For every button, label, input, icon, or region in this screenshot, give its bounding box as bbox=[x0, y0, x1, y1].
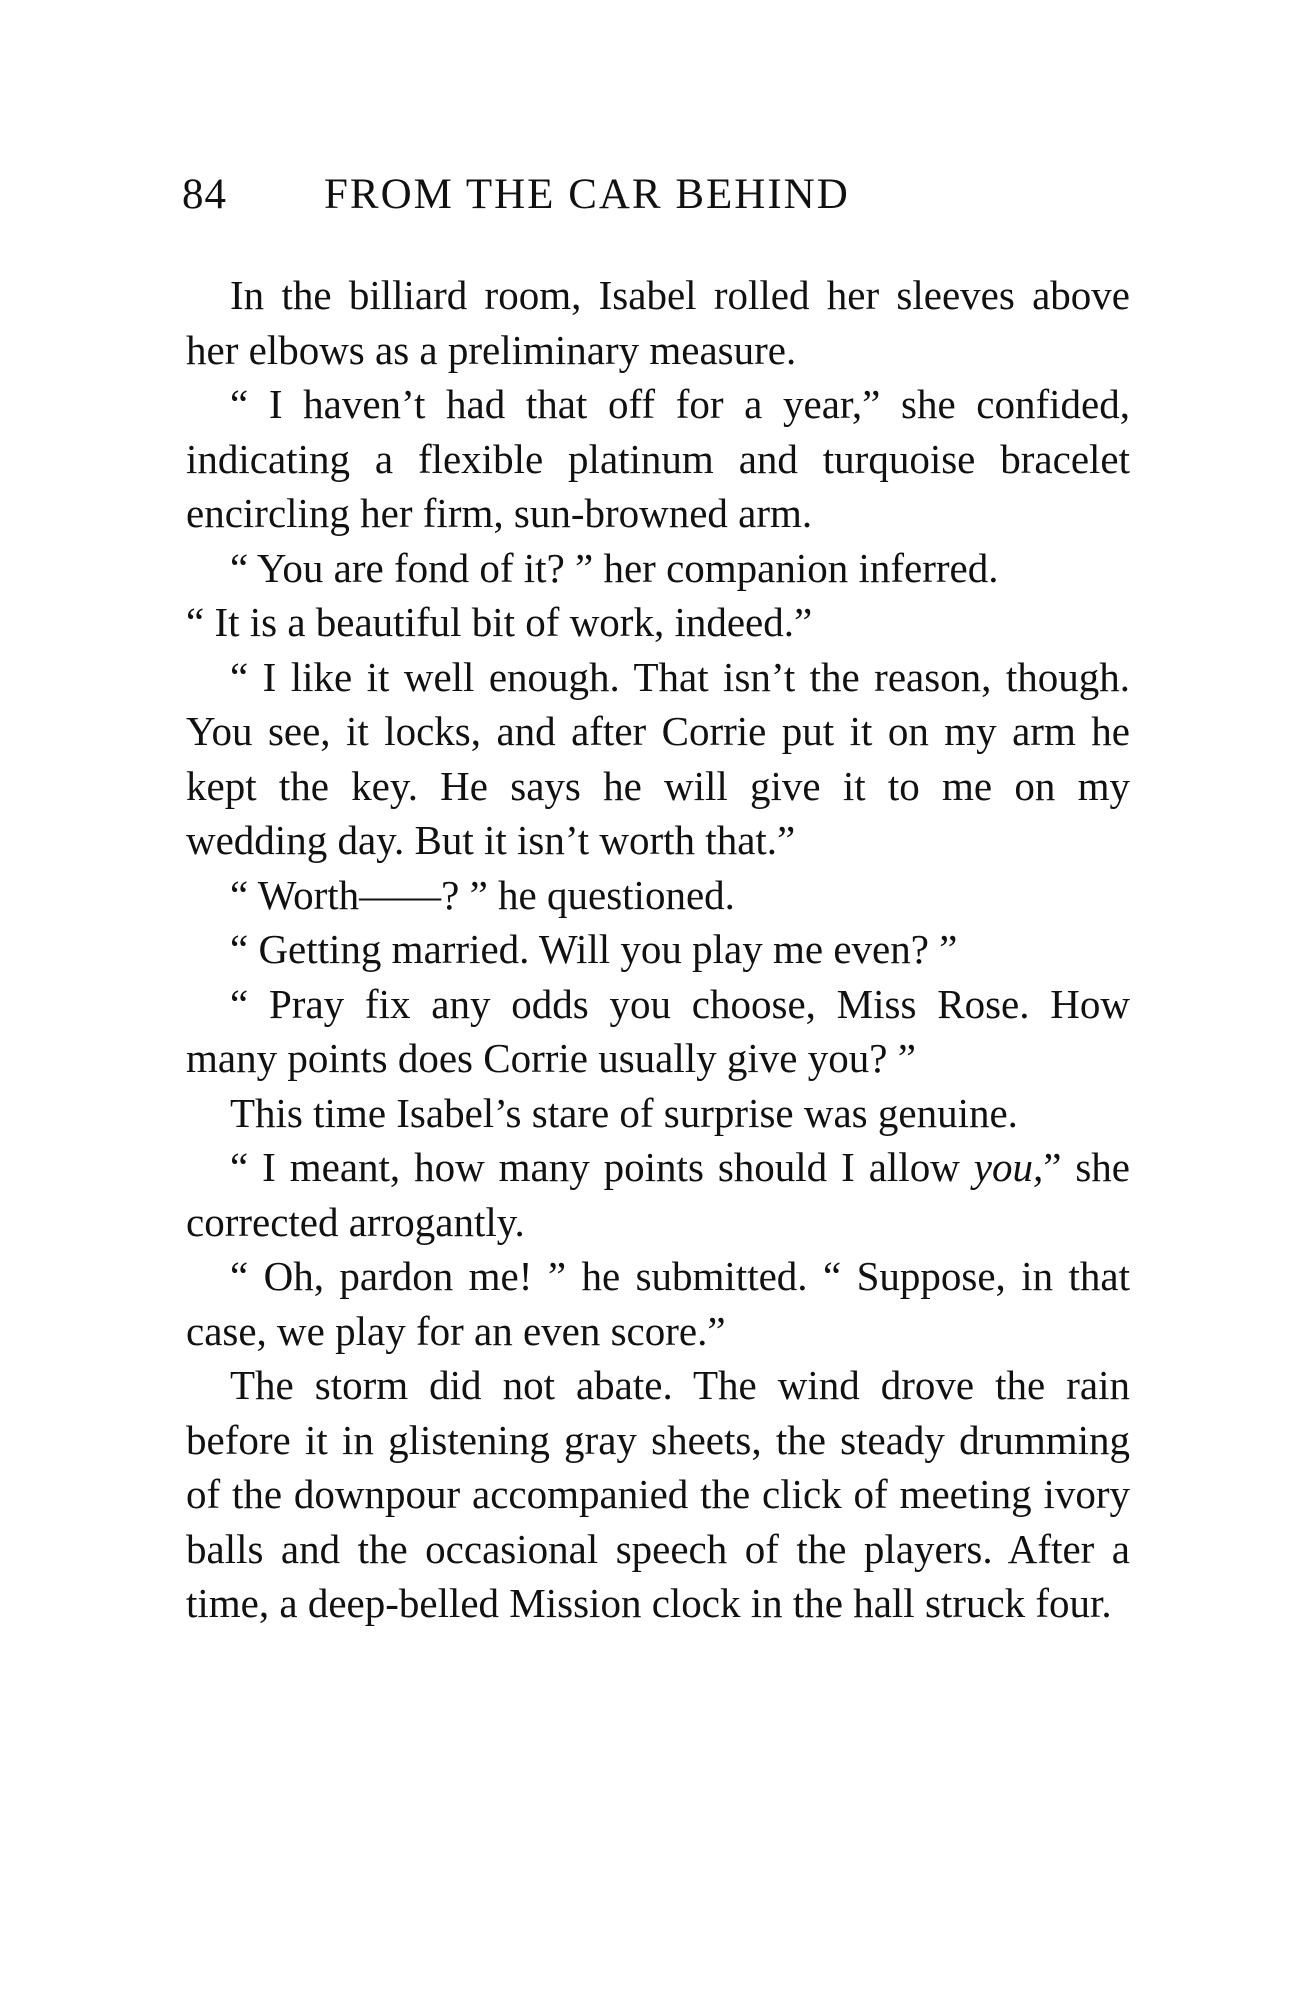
paragraph: “ You are fond of it? ” her companion inferred. bbox=[230, 544, 999, 591]
paragraph: “ Worth——? ” he questioned. bbox=[230, 871, 735, 918]
paragraph: “ Getting married. Will you play me even? ” bbox=[230, 926, 958, 972]
paragraph: “ I like it well enough. That isn’t the reason, though. You see, it locks, and after Corrie put it on my arm he kept the key. He says he will give it to me on my wedding day. But it isn’t worth that.” bbox=[186, 653, 1130, 863]
allow-text-after: ” she corrected arrogantly. bbox=[186, 1144, 1130, 1245]
body-text bbox=[186, 268, 1130, 1631]
page-number: 84 bbox=[182, 171, 227, 218]
paragraph-allow bbox=[186, 1140, 1130, 1249]
allow-text-before: “ I meant, how many points should I allow bbox=[230, 1144, 974, 1190]
running-title: FROM THE CAR BEHIND bbox=[324, 171, 850, 218]
paragraph: “ I haven’t had that off for a year,” she confided, indicating a flexible platinum and turquoise bracelet encircling her firm, sun-browned arm. bbox=[186, 381, 1130, 536]
allow-text-italic: you, bbox=[973, 1144, 1044, 1190]
paragraph: In the billiard room, Isabel rolled her sleeves above her elbows as a preliminary measure. bbox=[186, 272, 1130, 373]
paragraph: “ Pray fix any odds you choose, Miss Rose. How many points does Corrie usually give you? ” bbox=[186, 980, 1130, 1081]
paragraph: “ It is a beautiful bit of work, indeed.” bbox=[186, 599, 813, 645]
paragraph: The storm did not abate. The wind drove the rain before it in glistening gray sheets, the steady drumming of the downpour accompanied the click of meeting ivory balls and the occasional speech of the players. After a time, a deep-belled Mission clock in the hall struck four. bbox=[186, 1362, 1130, 1626]
paragraph: “ Oh, pardon me! ” he submitted. “ Suppose, in that case, we play for an even score.” bbox=[186, 1253, 1130, 1354]
paragraph: This time Isabel’s stare of surprise was genuine. bbox=[230, 1089, 1018, 1136]
page-header bbox=[182, 170, 1122, 226]
